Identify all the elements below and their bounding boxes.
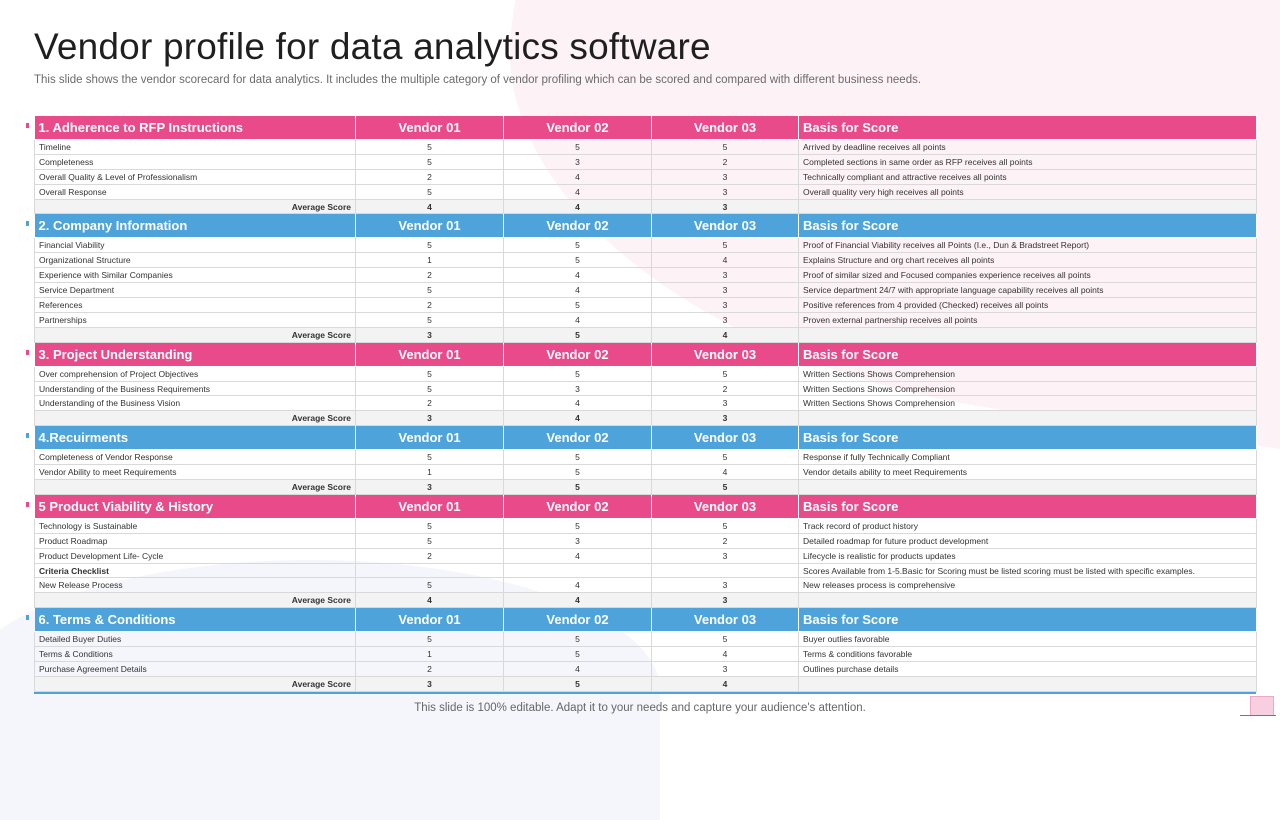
criteria-cell: Service Department bbox=[35, 283, 356, 298]
vendor-column-header: Vendor 02 bbox=[504, 214, 652, 238]
basis-column-header: Basis for Score bbox=[799, 608, 1257, 632]
average-score-cell: 3 bbox=[356, 480, 504, 495]
vendor-column-header: Vendor 02 bbox=[504, 494, 652, 518]
basis-cell: Response if fully Technically Compliant bbox=[799, 450, 1257, 465]
vendor-column-header: Vendor 02 bbox=[504, 116, 652, 140]
criteria-cell: Completeness of Vendor Response bbox=[35, 450, 356, 465]
score-cell: 5 bbox=[652, 450, 799, 465]
score-cell: 5 bbox=[652, 518, 799, 533]
score-cell: 5 bbox=[504, 298, 652, 313]
section-header bbox=[35, 608, 1257, 632]
section-title-text: 3. Project Understanding bbox=[38, 346, 193, 362]
basis-cell: New releases process is comprehensive bbox=[799, 578, 1257, 593]
table-row bbox=[35, 268, 1257, 283]
vendor-column-header: Vendor 03 bbox=[652, 426, 799, 450]
basis-cell: Completed sections in same order as RFP receives all points bbox=[799, 154, 1257, 169]
score-cell: 3 bbox=[504, 381, 652, 396]
score-cell: 5 bbox=[652, 238, 799, 253]
vendor-column-header: Vendor 03 bbox=[652, 342, 799, 366]
corner-decoration bbox=[1250, 696, 1274, 716]
average-label: Average Score bbox=[35, 676, 356, 691]
criteria-cell: Partnerships bbox=[35, 312, 356, 327]
average-score-cell: 4 bbox=[652, 327, 799, 342]
table-row bbox=[35, 140, 1257, 155]
criteria-cell: Financial Viability bbox=[35, 238, 356, 253]
basis-cell: Technically compliant and attractive receives all points bbox=[799, 169, 1257, 184]
empty-cell bbox=[799, 327, 1257, 342]
table-row bbox=[35, 283, 1257, 298]
average-score-cell: 3 bbox=[652, 593, 799, 608]
score-cell: 4 bbox=[504, 578, 652, 593]
criteria-cell: Vendor Ability to meet Requirements bbox=[35, 465, 356, 480]
criteria-cell: Understanding of the Business Requirements bbox=[35, 381, 356, 396]
criteria-cell: Understanding of the Business Vision bbox=[35, 396, 356, 411]
average-row bbox=[35, 199, 1257, 214]
average-label: Average Score bbox=[35, 327, 356, 342]
section-title-text: 6. Terms & Conditions bbox=[38, 612, 176, 628]
average-score-cell: 3 bbox=[652, 411, 799, 426]
section-header bbox=[35, 116, 1257, 140]
table-row bbox=[35, 465, 1257, 480]
vendor-column-header: Vendor 02 bbox=[504, 608, 652, 632]
score-cell: 1 bbox=[356, 647, 504, 662]
vendor-column-header: Vendor 01 bbox=[356, 116, 504, 140]
score-cell: 3 bbox=[504, 154, 652, 169]
table-row bbox=[35, 548, 1257, 563]
section-title bbox=[35, 214, 356, 238]
score-cell: 5 bbox=[504, 140, 652, 155]
bullet-marker bbox=[26, 433, 29, 438]
basis-cell: Written Sections Shows Comprehension bbox=[799, 381, 1257, 396]
score-cell: 5 bbox=[356, 238, 504, 253]
score-cell: 3 bbox=[652, 184, 799, 199]
section-title-text: 4.Recuirments bbox=[38, 430, 129, 446]
criteria-cell: New Release Process bbox=[35, 578, 356, 593]
vendor-column-header: Vendor 03 bbox=[652, 116, 799, 140]
vendor-column-header: Vendor 01 bbox=[356, 426, 504, 450]
score-cell: 5 bbox=[356, 140, 504, 155]
table-row bbox=[35, 298, 1257, 313]
table-row bbox=[35, 169, 1257, 184]
score-cell: 3 bbox=[652, 396, 799, 411]
basis-cell: Proof of Financial Viability receives all Points (I.e., Dun & Bradstreet Report) bbox=[799, 238, 1257, 253]
average-score-cell: 4 bbox=[356, 199, 504, 214]
table-row bbox=[35, 184, 1257, 199]
vendor-column-header: Vendor 01 bbox=[356, 608, 504, 632]
table-row bbox=[35, 154, 1257, 169]
score-cell: 2 bbox=[652, 154, 799, 169]
average-score-cell: 5 bbox=[504, 676, 652, 691]
criteria-cell: Overall Response bbox=[35, 184, 356, 199]
empty-cell bbox=[799, 676, 1257, 691]
score-cell: 2 bbox=[356, 298, 504, 313]
score-cell: 5 bbox=[504, 465, 652, 480]
criteria-cell: Overall Quality & Level of Professionalism bbox=[35, 169, 356, 184]
criteria-cell: Detailed Buyer Duties bbox=[35, 632, 356, 647]
score-cell: 3 bbox=[652, 268, 799, 283]
criteria-cell: Product Development Life- Cycle bbox=[35, 548, 356, 563]
table-row bbox=[35, 253, 1257, 268]
score-cell: 4 bbox=[504, 268, 652, 283]
corner-decoration-line bbox=[1240, 715, 1276, 716]
table-row bbox=[35, 563, 1257, 578]
score-cell: 3 bbox=[652, 283, 799, 298]
vendor-column-header: Vendor 02 bbox=[504, 426, 652, 450]
score-cell bbox=[652, 563, 799, 578]
table-row bbox=[35, 238, 1257, 253]
score-cell: 5 bbox=[356, 366, 504, 381]
basis-column-header: Basis for Score bbox=[799, 494, 1257, 518]
score-cell: 3 bbox=[504, 533, 652, 548]
score-cell: 4 bbox=[504, 662, 652, 677]
basis-cell: Written Sections Shows Comprehension bbox=[799, 366, 1257, 381]
section-header bbox=[35, 426, 1257, 450]
average-score-cell: 4 bbox=[356, 593, 504, 608]
table-row bbox=[35, 366, 1257, 381]
basis-cell: Terms & conditions favorable bbox=[799, 647, 1257, 662]
slide-subtitle: This slide shows the vendor scorecard for data analytics. It includes the multiple category of vendor profiling which can be scored and compared with different business needs. bbox=[34, 74, 922, 86]
vendor-column-header: Vendor 01 bbox=[356, 494, 504, 518]
vendor-column-header: Vendor 02 bbox=[504, 342, 652, 366]
score-cell: 2 bbox=[356, 548, 504, 563]
score-cell: 3 bbox=[652, 548, 799, 563]
score-cell: 2 bbox=[356, 268, 504, 283]
score-cell: 5 bbox=[356, 283, 504, 298]
score-cell: 2 bbox=[652, 533, 799, 548]
score-cell: 4 bbox=[652, 465, 799, 480]
section-title bbox=[35, 426, 356, 450]
score-cell: 5 bbox=[504, 647, 652, 662]
score-cell: 2 bbox=[652, 381, 799, 396]
criteria-cell: Organizational Structure bbox=[35, 253, 356, 268]
table-row bbox=[35, 381, 1257, 396]
score-cell: 4 bbox=[652, 253, 799, 268]
score-cell: 5 bbox=[504, 450, 652, 465]
bullet-marker bbox=[26, 221, 29, 226]
bullet-marker bbox=[26, 615, 29, 620]
score-cell: 5 bbox=[356, 381, 504, 396]
score-cell: 5 bbox=[504, 238, 652, 253]
score-cell: 5 bbox=[652, 632, 799, 647]
score-cell: 4 bbox=[504, 184, 652, 199]
section-title bbox=[35, 494, 356, 518]
score-cell: 5 bbox=[356, 450, 504, 465]
score-cell: 5 bbox=[504, 632, 652, 647]
score-cell: 4 bbox=[504, 169, 652, 184]
basis-cell: Scores Available from 1-5.Basic for Scoring must be listed scoring must be listed with specific examples. bbox=[799, 563, 1257, 578]
score-cell: 4 bbox=[504, 312, 652, 327]
basis-cell: Written Sections Shows Comprehension bbox=[799, 396, 1257, 411]
section-header bbox=[35, 214, 1257, 238]
basis-cell: Proof of similar sized and Focused companies experience receives all points bbox=[799, 268, 1257, 283]
score-cell: 3 bbox=[652, 578, 799, 593]
score-cell: 2 bbox=[356, 396, 504, 411]
vendor-scorecard bbox=[34, 116, 1256, 694]
basis-cell: Lifecycle is realistic for products updates bbox=[799, 548, 1257, 563]
criteria-cell: Completeness bbox=[35, 154, 356, 169]
score-cell: 4 bbox=[504, 548, 652, 563]
score-cell: 4 bbox=[652, 647, 799, 662]
vendor-column-header: Vendor 03 bbox=[652, 214, 799, 238]
basis-column-header: Basis for Score bbox=[799, 116, 1257, 140]
basis-cell: Proven external partnership receives all points bbox=[799, 312, 1257, 327]
criteria-cell: References bbox=[35, 298, 356, 313]
section-title bbox=[35, 608, 356, 632]
basis-column-header: Basis for Score bbox=[799, 426, 1257, 450]
average-score-cell: 5 bbox=[652, 480, 799, 495]
table-row bbox=[35, 518, 1257, 533]
section-header bbox=[35, 342, 1257, 366]
criteria-cell: Technology is Sustainable bbox=[35, 518, 356, 533]
score-cell: 2 bbox=[356, 662, 504, 677]
vendor-column-header: Vendor 01 bbox=[356, 342, 504, 366]
table-row bbox=[35, 312, 1257, 327]
bullet-marker bbox=[26, 350, 29, 355]
table-row bbox=[35, 647, 1257, 662]
basis-cell: Overall quality very high receives all points bbox=[799, 184, 1257, 199]
bullet-marker bbox=[26, 502, 29, 507]
score-cell bbox=[356, 563, 504, 578]
score-cell: 1 bbox=[356, 465, 504, 480]
empty-cell bbox=[799, 480, 1257, 495]
average-score-cell: 3 bbox=[652, 199, 799, 214]
score-cell: 5 bbox=[356, 518, 504, 533]
average-score-cell: 5 bbox=[504, 480, 652, 495]
section-title-text: 2. Company Information bbox=[38, 218, 188, 234]
criteria-cell: Timeline bbox=[35, 140, 356, 155]
average-label: Average Score bbox=[35, 199, 356, 214]
score-cell: 3 bbox=[652, 169, 799, 184]
basis-cell: Track record of product history bbox=[799, 518, 1257, 533]
average-score-cell: 5 bbox=[504, 327, 652, 342]
score-cell: 3 bbox=[652, 298, 799, 313]
scorecard-table bbox=[34, 116, 1257, 692]
score-cell: 1 bbox=[356, 253, 504, 268]
slide-title: Vendor profile for data analytics software bbox=[34, 26, 711, 67]
average-score-cell: 3 bbox=[356, 411, 504, 426]
table-row bbox=[35, 632, 1257, 647]
vendor-column-header: Vendor 03 bbox=[652, 608, 799, 632]
score-cell: 4 bbox=[504, 396, 652, 411]
average-score-cell: 4 bbox=[504, 411, 652, 426]
basis-cell: Explains Structure and org chart receives all points bbox=[799, 253, 1257, 268]
table-row bbox=[35, 533, 1257, 548]
average-score-cell: 4 bbox=[652, 676, 799, 691]
section-header bbox=[35, 494, 1257, 518]
average-row bbox=[35, 593, 1257, 608]
section-title-text: 5 Product Viability & History bbox=[38, 498, 214, 514]
score-cell: 5 bbox=[504, 366, 652, 381]
basis-cell: Service department 24/7 with appropriate language capability receives all points bbox=[799, 283, 1257, 298]
average-label: Average Score bbox=[35, 411, 356, 426]
empty-cell bbox=[799, 411, 1257, 426]
score-cell: 5 bbox=[504, 253, 652, 268]
basis-cell: Buyer outlies favorable bbox=[799, 632, 1257, 647]
score-cell: 3 bbox=[652, 312, 799, 327]
basis-cell: Vendor details ability to meet Requirements bbox=[799, 465, 1257, 480]
score-cell: 5 bbox=[356, 578, 504, 593]
score-cell: 5 bbox=[356, 533, 504, 548]
basis-column-header: Basis for Score bbox=[799, 214, 1257, 238]
average-score-cell: 4 bbox=[504, 593, 652, 608]
average-row bbox=[35, 676, 1257, 691]
empty-cell bbox=[799, 199, 1257, 214]
table-row bbox=[35, 396, 1257, 411]
average-row bbox=[35, 327, 1257, 342]
score-cell: 4 bbox=[504, 283, 652, 298]
vendor-column-header: Vendor 01 bbox=[356, 214, 504, 238]
vendor-column-header: Vendor 03 bbox=[652, 494, 799, 518]
average-row bbox=[35, 480, 1257, 495]
empty-cell bbox=[799, 593, 1257, 608]
section-title bbox=[35, 342, 356, 366]
average-row bbox=[35, 411, 1257, 426]
criteria-cell: Over comprehension of Project Objectives bbox=[35, 366, 356, 381]
criteria-cell: Purchase Agreement Details bbox=[35, 662, 356, 677]
average-score-cell: 3 bbox=[356, 327, 504, 342]
average-score-cell: 4 bbox=[504, 199, 652, 214]
score-cell: 3 bbox=[652, 662, 799, 677]
score-cell: 5 bbox=[356, 154, 504, 169]
table-row bbox=[35, 578, 1257, 593]
score-cell: 5 bbox=[356, 184, 504, 199]
table-row bbox=[35, 450, 1257, 465]
criteria-cell: Criteria Checklist bbox=[35, 563, 356, 578]
basis-cell: Outlines purchase details bbox=[799, 662, 1257, 677]
section-title-text: 1. Adherence to RFP Instructions bbox=[38, 120, 243, 135]
table-row bbox=[35, 662, 1257, 677]
score-cell: 5 bbox=[504, 518, 652, 533]
score-cell bbox=[504, 563, 652, 578]
score-cell: 5 bbox=[356, 312, 504, 327]
criteria-cell: Terms & Conditions bbox=[35, 647, 356, 662]
average-score-cell: 3 bbox=[356, 676, 504, 691]
slide-footer: This slide is 100% editable. Adapt it to your needs and capture your audience's attention. bbox=[414, 702, 866, 714]
basis-cell: Detailed roadmap for future product development bbox=[799, 533, 1257, 548]
average-label: Average Score bbox=[35, 593, 356, 608]
basis-cell: Arrived by deadline receives all points bbox=[799, 140, 1257, 155]
bullet-marker bbox=[26, 123, 29, 128]
basis-column-header: Basis for Score bbox=[799, 342, 1257, 366]
score-cell: 2 bbox=[356, 169, 504, 184]
section-title bbox=[35, 116, 356, 140]
basis-cell: Positive references from 4 provided (Checked) receives all points bbox=[799, 298, 1257, 313]
score-cell: 5 bbox=[356, 632, 504, 647]
criteria-cell: Experience with Similar Companies bbox=[35, 268, 356, 283]
average-label: Average Score bbox=[35, 480, 356, 495]
criteria-cell: Product Roadmap bbox=[35, 533, 356, 548]
score-cell: 5 bbox=[652, 366, 799, 381]
score-cell: 5 bbox=[652, 140, 799, 155]
